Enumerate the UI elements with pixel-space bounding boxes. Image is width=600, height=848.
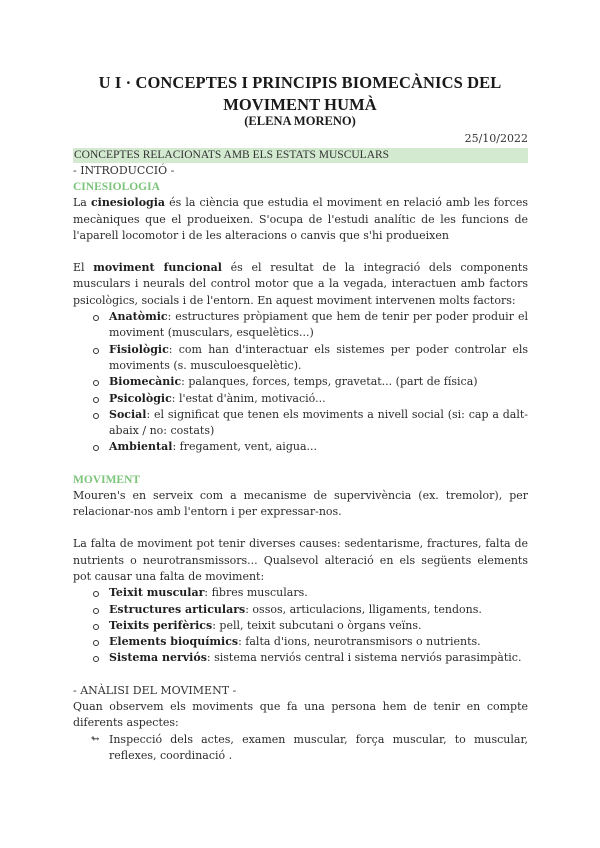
causes-list [73, 585, 528, 666]
moviment-heading: MOVIMENT [73, 473, 141, 486]
list-item: Ambiental: fregament, vent, aigua... [91, 439, 528, 455]
moviment-paragraph-1: Mouren's en serveix com a mecanisme de supervivència (ex. tremolor), per relacionar-nos amb l'entorn i per expressar-nos. [73, 488, 528, 519]
analisi-list [73, 732, 528, 765]
list-item: Sistema nerviós: sistema nerviós central i sistema nerviós parasimpàtic. [91, 650, 528, 666]
arrow-icon: ↬ [91, 733, 100, 745]
list-item: Biomecànic: palanques, forces, temps, gravetat... (part de física) [91, 374, 528, 390]
cinesiologia-heading: CINESIOLOGIA [73, 181, 160, 194]
document-date: 25/10/2022 [464, 132, 528, 145]
list-item: Teixit muscular: fibres musculars. [91, 585, 528, 601]
funcional-paragraph: El moviment funcional és el resultat de la integració dels components musculars i neurals del control motor que a la vegada, interactuen amb factors psicològics, socials i de l'entorn. En aquest moviment intervenen molts factors: [73, 261, 529, 307]
cinesiologia-paragraph: La cinesiologia és la ciència que estudia el moviment en relació amb les forces mecàniques que el produeixen. S'ocupa de l'estudi analític de les funcions de l'aparell locomotor i de les alteracions o canvis que s'hi produeixen [73, 196, 528, 242]
list-item: Social: el significat que tenen els moviments a nivell social (si: cap a dalt-abaix / no: costats) [91, 407, 528, 440]
list-item: Anatòmic: estructures pròpiament que hem de tenir per poder produir el moviment (musculars, esquelètics...) [91, 309, 528, 342]
document-body [73, 148, 528, 764]
list-item: Teixits perifèrics: pell, teixit subcutani o òrgans veïns. [91, 618, 528, 634]
section-bar: CONCEPTES RELACIONATS AMB ELS ESTATS MUSCULARS [73, 148, 528, 163]
list-item: ↬ Inspecció dels actes, examen muscular, força muscular, to muscular, reflexes, coordinació . [91, 732, 528, 762]
intro-heading: - INTRODUCCIÓ - [73, 164, 175, 177]
author-line: (ELENA MORENO) [244, 114, 356, 128]
analisi-paragraph: Quan observem els moviments que fa una persona hem de tenir en compte diferents aspectes: [73, 700, 528, 730]
analisi-heading: - ANÀLISI DEL MOVIMENT - [73, 683, 237, 697]
list-item: Elements bioquímics: falta d'ions, neurotransmisors o nutrients. [91, 634, 528, 650]
factors-list [73, 309, 528, 456]
document-title: U I · CONCEPTES I PRINCIPIS BIOMECÀNICS DEL MOVIMENT HUMÀ [98, 73, 502, 114]
list-item: Fisiològic: com han d'interactuar els sistemes per poder controlar els moviments (s. musculoesquelètic). [91, 342, 528, 375]
moviment-paragraph-2: La falta de moviment pot tenir diverses causes: sedentarisme, fractures, falta de nutrients o neurotransmissors... Qualsevol alteració en els següents elements pot causar una falta de moviment: [73, 537, 528, 583]
list-item: Psicològic: l'estat d'ànim, motivació... [91, 391, 528, 407]
list-item: Estructures articulars: ossos, articulacions, lligaments, tendons. [91, 602, 528, 618]
